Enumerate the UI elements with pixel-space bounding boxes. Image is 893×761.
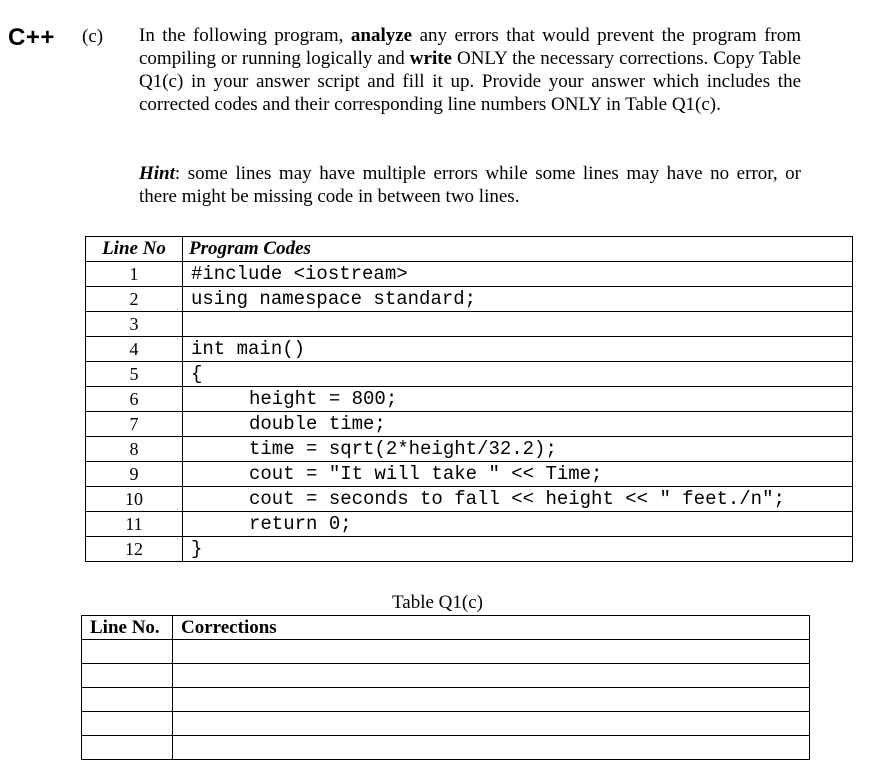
table-row <box>86 287 853 312</box>
table-row <box>86 262 853 287</box>
line-number: 6 <box>86 387 183 412</box>
table-row <box>86 337 853 362</box>
question-part: (c) <box>82 26 104 47</box>
table-row <box>86 362 853 387</box>
line-cell <box>82 664 173 688</box>
table-caption: Table Q1(c) <box>392 592 483 613</box>
line-cell <box>82 640 173 664</box>
line-cell <box>82 736 173 760</box>
code-line: return 0; <box>183 512 853 537</box>
table-row <box>86 512 853 537</box>
line-number: 10 <box>86 487 183 512</box>
line-cell <box>82 688 173 712</box>
code-line: #include <iostream> <box>183 262 853 287</box>
header-line-no: Line No <box>86 237 183 262</box>
code-line: using namespace standard; <box>183 287 853 312</box>
line-number: 4 <box>86 337 183 362</box>
line-number: 7 <box>86 412 183 437</box>
table-row <box>82 712 810 736</box>
instructions-paragraph: In the following program, analyze any errors that would prevent the program from compiling or running logically and write ONLY the necessary corrections. Copy Table Q1(c) in your answer script and fill it up. Provide your answer which includes the corrected codes and their corresponding line numbers ONLY in Table Q1(c). <box>139 25 802 115</box>
code-line: int main() <box>183 337 853 362</box>
header-line-no: Line No. <box>82 616 173 640</box>
table-row <box>86 537 853 562</box>
table-row <box>86 462 853 487</box>
subject-label: C++ <box>8 24 55 51</box>
correction-cell <box>173 664 810 688</box>
correction-cell <box>173 640 810 664</box>
line-number: 9 <box>86 462 183 487</box>
table-row <box>86 487 853 512</box>
code-line: double time; <box>183 412 853 437</box>
correction-cell <box>173 712 810 736</box>
line-number: 3 <box>86 312 183 337</box>
correction-cell <box>173 688 810 712</box>
table-row <box>86 412 853 437</box>
code-line: cout = seconds to fall << height << " feet./n"; <box>183 487 853 512</box>
code-line: { <box>183 362 853 387</box>
hint-paragraph: Hint: some lines may have multiple errors while some lines may have no error, or there might be missing code in between two lines. <box>139 163 801 207</box>
code-line: time = sqrt(2*height/32.2); <box>183 437 853 462</box>
table-row <box>82 664 810 688</box>
line-number: 12 <box>86 537 183 562</box>
corrections-table <box>81 615 810 760</box>
line-number: 5 <box>86 362 183 387</box>
table-row <box>82 640 810 664</box>
line-number: 1 <box>86 262 183 287</box>
header-corrections: Corrections <box>173 616 810 640</box>
line-number: 8 <box>86 437 183 462</box>
program-table <box>85 236 853 562</box>
table-row <box>86 387 853 412</box>
code-line <box>183 312 853 337</box>
table-row <box>82 688 810 712</box>
line-number: 2 <box>86 287 183 312</box>
code-line: height = 800; <box>183 387 853 412</box>
line-number: 11 <box>86 512 183 537</box>
line-cell <box>82 712 173 736</box>
code-line: } <box>183 537 853 562</box>
table-row <box>82 736 810 760</box>
header-program-codes: Program Codes <box>183 237 853 262</box>
correction-cell <box>173 736 810 760</box>
table-row <box>86 437 853 462</box>
code-line: cout = "It will take " << Time; <box>183 462 853 487</box>
table-row <box>86 312 853 337</box>
